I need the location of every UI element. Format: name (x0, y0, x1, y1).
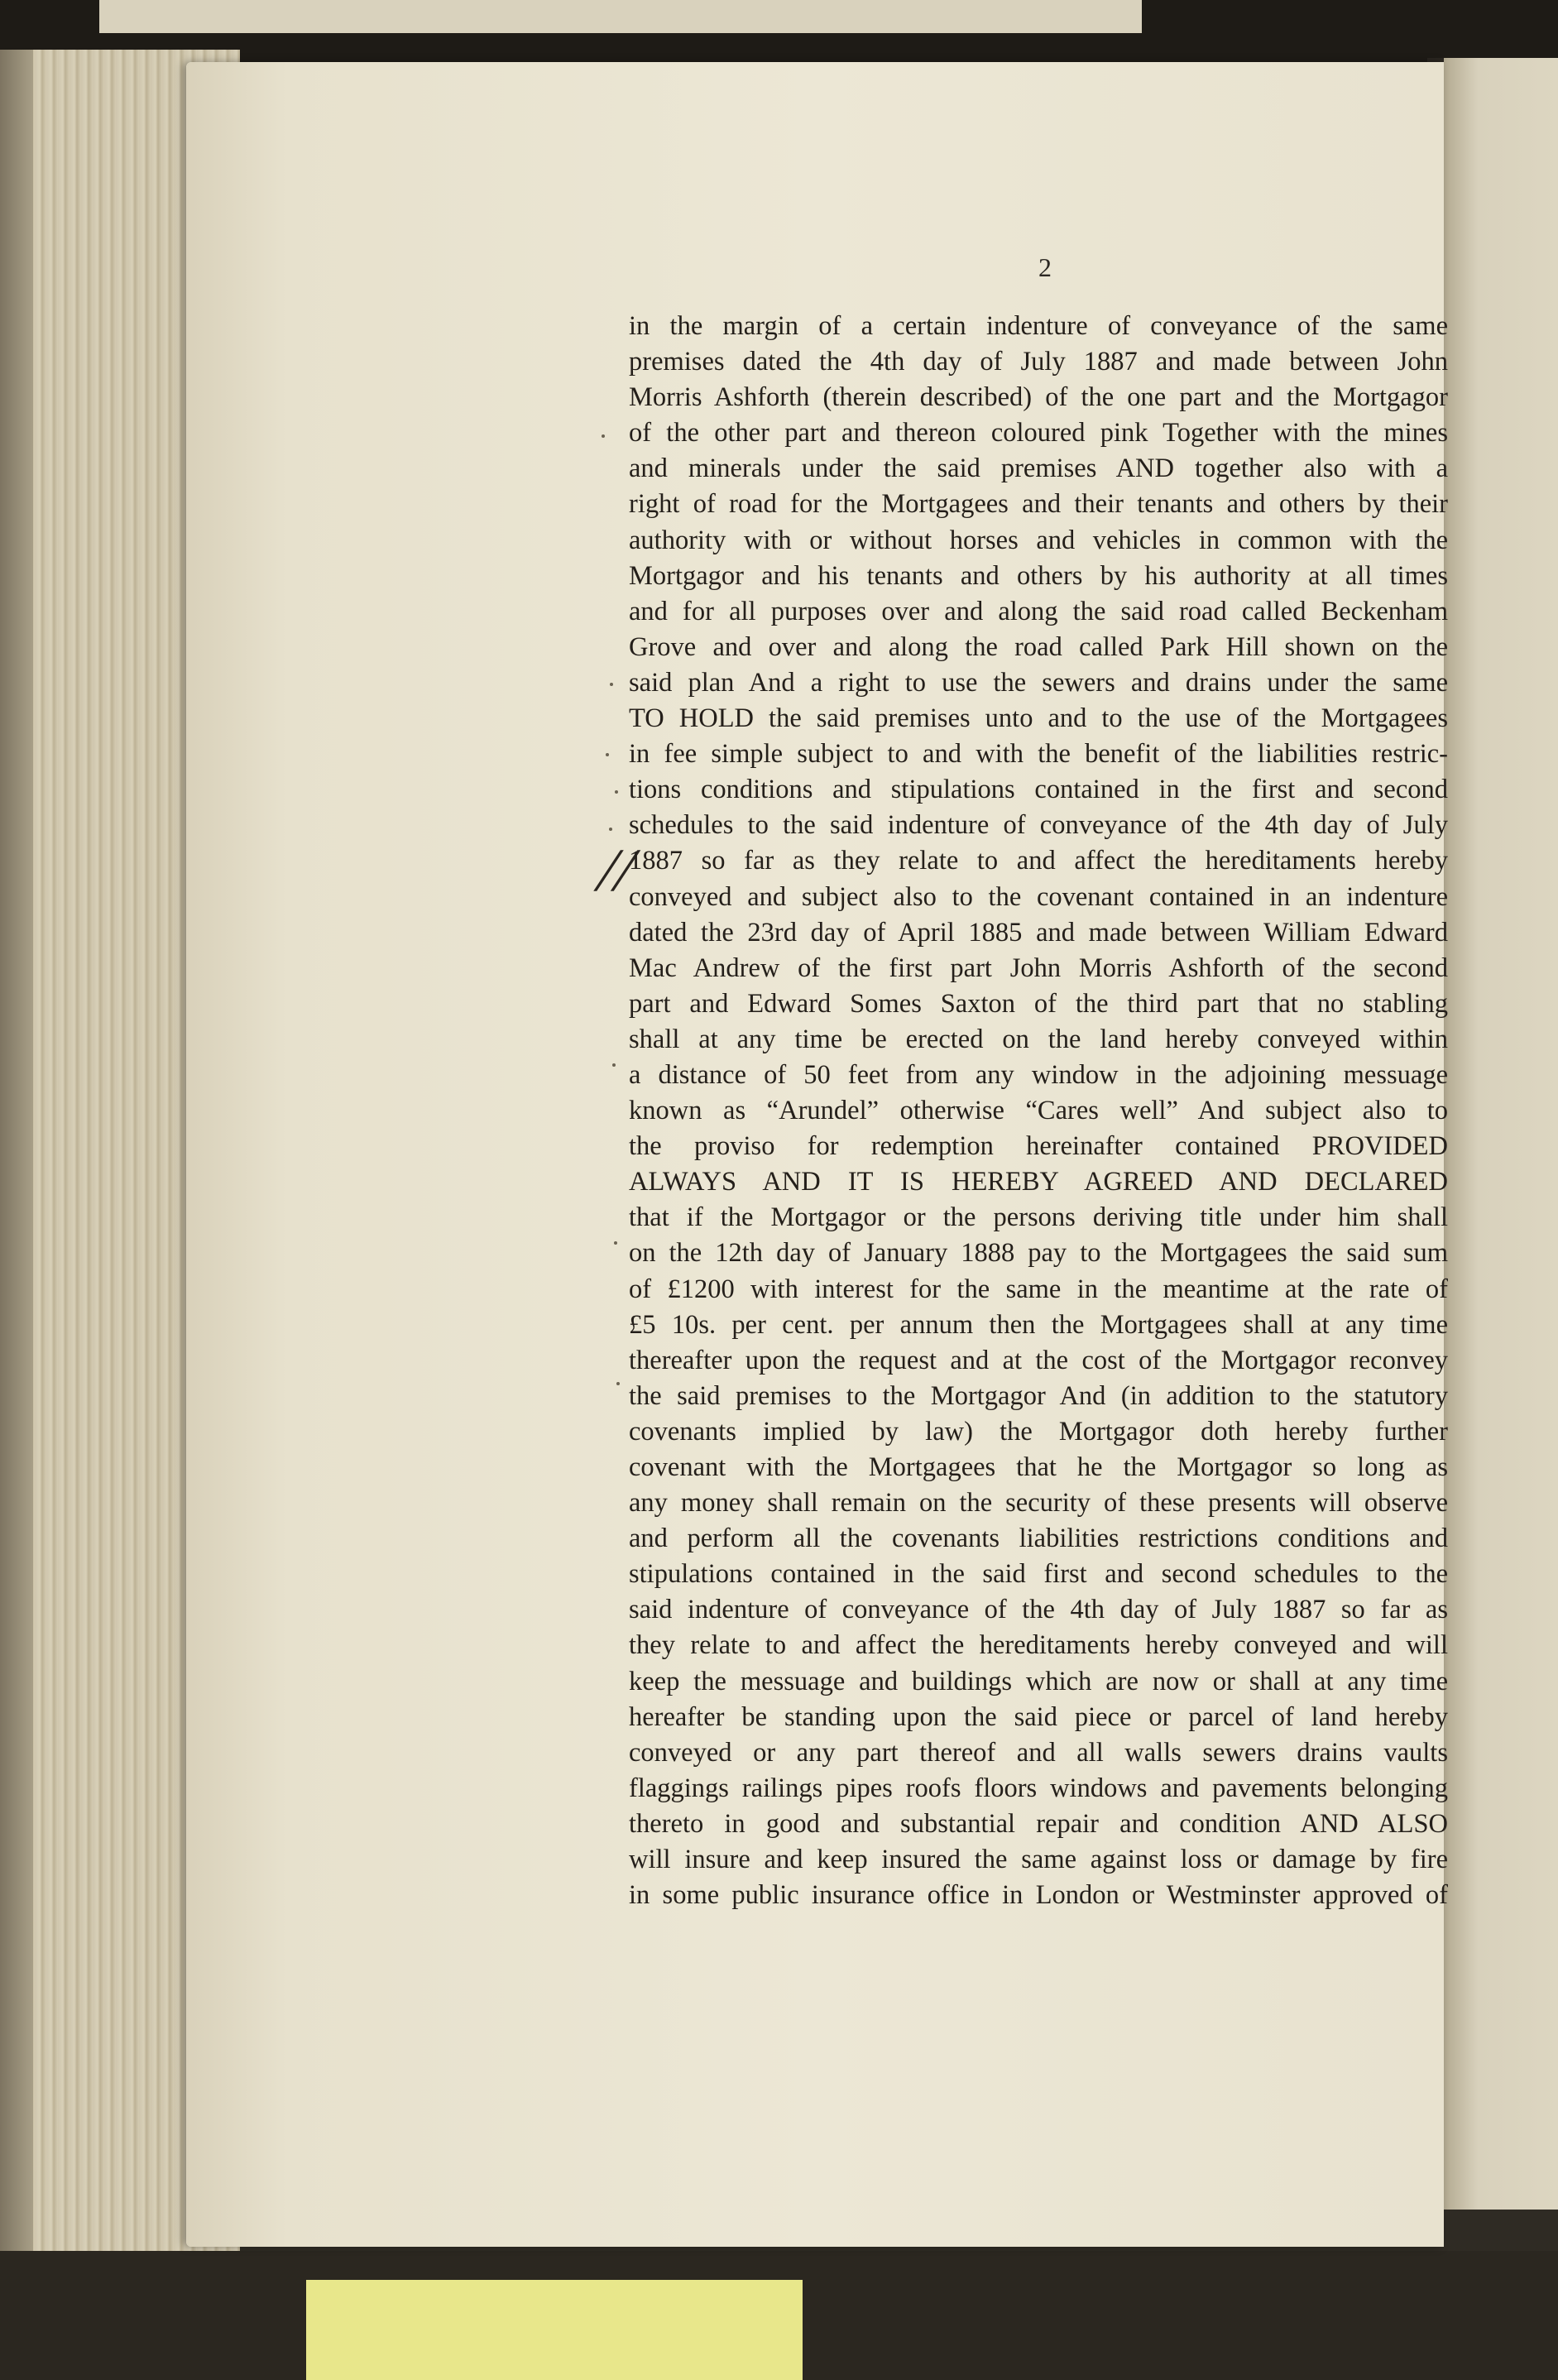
text-line: a distance of 50 feet from any window in the adjoining messuage (629, 1059, 1448, 1090)
text-line: shall at any time be erected on the land hereby conveyed within (629, 1024, 1448, 1054)
text-line: part and Edward Somes Saxton of the third part that no stabling (629, 988, 1448, 1019)
text-line: stipulations contained in the said first and second schedules to the (629, 1559, 1448, 1590)
text-line: Mac Andrew of the first part John Morris Ashforth of the second (629, 952, 1448, 983)
text-line: known as “Arundel” otherwise “Cares well” And subject also to (629, 1096, 1448, 1126)
text-line: ALWAYS AND IT IS HEREBY AGREED AND DECLARED (629, 1167, 1448, 1197)
text-line: on the 12th day of January 1888 pay to the Mortgagees the said sum (629, 1238, 1448, 1269)
text-line: Morris Ashforth (therein described) of the one part and the Mortgagor (629, 382, 1448, 413)
text-line: said indenture of conveyance of the 4th day of July 1887 so far as (629, 1595, 1448, 1625)
text-line: flaggings railings pipes roofs floors windows and pavements belonging (629, 1773, 1448, 1803)
text-line: Mortgagor and his tenants and others by his authority at all times (629, 560, 1448, 591)
text-line: keep the messuage and buildings which are now or shall at any time (629, 1666, 1448, 1696)
text-line: right of road for the Mortgagees and their tenants and others by their (629, 489, 1448, 520)
yellow-paper-slip (306, 2280, 803, 2380)
text-line: authority with or without horses and vehicles in common with the (629, 525, 1448, 555)
text-line: thereafter upon the request and at the cost of the Mortgagor reconvey (629, 1345, 1448, 1375)
text-line: dated the 23rd day of April 1885 and made between William Edward (629, 917, 1448, 948)
text-line: in fee simple subject to and with the benefit of the liabilities restric- (629, 739, 1448, 770)
text-line: in the margin of a certain indenture of conveyance of the same (629, 311, 1448, 341)
text-line: conveyed or any part thereof and all walls sewers drains vaults (629, 1737, 1448, 1768)
text-line: £5 10s. per cent. per annum then the Mortgagees shall at any time (629, 1309, 1448, 1340)
text-line: hereafter be standing upon the said piece or parcel of land hereby (629, 1701, 1448, 1732)
text-line: Grove and over and along the road called Park Hill shown on the (629, 631, 1448, 662)
text-line: any money shall remain on the security of these presents will observe (629, 1488, 1448, 1519)
text-line: covenants implied by law) the Mortgagor doth hereby further (629, 1416, 1448, 1447)
adjacent-page (1444, 58, 1558, 2210)
text-line: thereto in good and substantial repair and condition AND ALSO (629, 1808, 1448, 1839)
text-line: will insure and keep insured the same against loss or damage by fire (629, 1845, 1448, 1875)
text-line: tions conditions and stipulations contained in the first and second (629, 775, 1448, 805)
text-line: the said premises to the Mortgagor And (in addition to the statutory (629, 1380, 1448, 1411)
text-line: the proviso for redemption hereinafter contained PROVIDED (629, 1131, 1448, 1162)
text-line: of the other part and thereon coloured pink Together with the mines (629, 418, 1448, 449)
text-line: TO HOLD the said premises unto and to the use of the Mortgagees (629, 703, 1448, 734)
top-sheet-edge (99, 0, 1142, 33)
text-line: covenant with the Mortgagees that he the Mortgagor so long as (629, 1452, 1448, 1482)
text-line: premises dated the 4th day of July 1887 and made between John (629, 347, 1448, 377)
text-line: schedules to the said indenture of conveyance of the 4th day of July (629, 810, 1448, 841)
text-line: of £1200 with interest for the same in the meantime at the rate of (629, 1274, 1448, 1304)
document-body-text (629, 309, 1448, 1913)
page-number: 2 (1038, 252, 1052, 282)
text-line: conveyed and subject also to the covenant contained in an indenture (629, 881, 1448, 912)
text-line: and for all purposes over and along the said road called Beckenham (629, 596, 1448, 626)
text-line: in some public insurance office in London or Westminster approved of (629, 1880, 1448, 1911)
text-line: 1887 so far as they relate to and affect the hereditaments hereby (629, 846, 1448, 876)
text-line: and minerals under the said premises AND together also with a (629, 453, 1448, 484)
margin-annotation-mark: // (594, 837, 638, 904)
text-line: and perform all the covenants liabilities restrictions conditions and (629, 1523, 1448, 1554)
text-line: that if the Mortgagor or the persons deriving title under him shall (629, 1202, 1448, 1233)
text-line: they relate to and affect the hereditaments hereby conveyed and will (629, 1630, 1448, 1661)
text-line: said plan And a right to use the sewers and drains under the same (629, 667, 1448, 698)
